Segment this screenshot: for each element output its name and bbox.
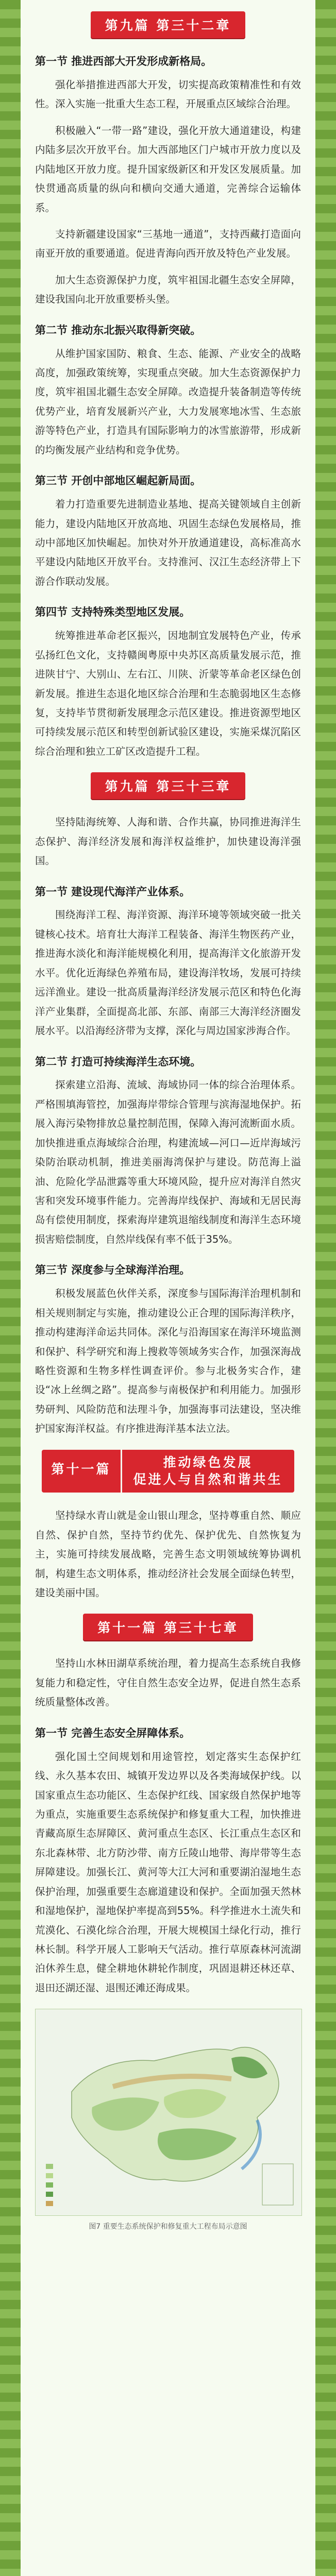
paragraph: 支持新疆建设国家“三基地一通道”，支持西藏打造面向南亚开放的重要通道。促进青海向西开放及特色产业发展。 [35, 228, 301, 260]
china-map-illustration [36, 2009, 301, 2215]
section [35, 1260, 301, 1438]
section-heading: 第三节 深度参与全球海洋治理。 [35, 1264, 191, 1277]
south-sea-inset [262, 2164, 293, 2205]
section [35, 882, 301, 1041]
chapter-header [35, 772, 301, 799]
left-decor-strip [0, 0, 21, 2576]
paragraph: 探索建立沿海、流域、海域协同一体的综合治理体系。严格围填海管控，加强海岸带综合管理与滨海湿地保护。拓展入海污染物排放总量控制范围，保障入海河流断面水质。加快推进重点海域综合治理，构建流域—河口—近岸海域污染防治联动机制，推进美丽海湾保护与建设。防范海上溢油、危险化学品泄露等重大环境风险，提升应对海洋自然灾害和突发环境事件能力。完善海岸线保护、海域和无居民海岛有偿使用制度，探索海岸建筑退缩线制度和海洋生态环境损害赔偿制度，自然岸线保有率不低于35%。 [35, 1079, 301, 1245]
section-heading: 第二节 推动东北振兴取得新突破。 [35, 324, 201, 336]
paragraph: 从维护国家国防、粮食、生态、能源、产业安全的战略高度，加强政策统筹，实现重点突破。加大生态资源保护力度，筑牢祖国北疆生态安全屏障。改造提升装备制造等传统优势产业，培育发展新兴产业，大力发展寒地冰雪、生态旅游等特色产业，打造具有国际影响力的冰雪旅游带，形成新的均衡发展产业结构和竞争优势。 [35, 347, 301, 456]
content-sheet [21, 0, 315, 2576]
section [35, 52, 301, 309]
section-heading: 第一节 完善生态安全屏障体系。 [35, 1726, 191, 1739]
legend-swatch [46, 2201, 53, 2206]
section-heading: 第四节 支持特殊类型地区发展。 [35, 606, 191, 619]
paragraph: 强化举措推进西部大开发，切实提高政策精准性和有效性。深入实施一批重大生态工程，开展重点区域综合治理。 [35, 78, 301, 110]
paragraph: 坚持山水林田湖草系统治理，着力提高生态系统自我修复能力和稳定性，守住自然生态安全边界，促进自然生态系统质量整体改善。 [35, 1657, 301, 1708]
paragraph: 加大生态资源保护力度，筑牢祖国北疆生态安全屏障，建设我国向北开放重要桥头堡。 [35, 274, 301, 306]
paragraph: 积极融入“一带一路”建设，强化开放大通道建设，构建内陆多层次开放平台。加大西部地区门户城市开放力度以及内陆地区开放力度。提升国家级新区和开发区发展质量。加快贯通高质量的纵向和横向交通大通道，完善综合运输体系。 [35, 124, 301, 214]
section-heading: 第二节 打造可持续海洋生态环境。 [35, 1055, 201, 1068]
paragraph: 坚持绿水青山就是金山银山理念，坚持尊重自然、顺应自然、保护自然，坚持节约优先、保护优先、自然恢复为主，实施可持续发展战略，完善生态文明领域统筹协调机制，构建生态文明体系，推动经济社会发展全面绿色转型，建设美丽中国。 [35, 1510, 301, 1599]
chapter-title-line: 促进人与自然和谐共生 [133, 1472, 283, 1487]
section-heading: 第一节 推进西部大开发形成新格局。 [35, 55, 212, 67]
chapter-label: 第九篇 第三十三章 [91, 772, 246, 799]
chapter-number: 第十一篇 [42, 1450, 120, 1493]
paragraph: 统筹推进革命老区振兴，因地制宜发展特色产业，传承弘扬红色文化，支持赣闽粤原中央苏区高质量发展示范，推进陕甘宁、大别山、左右江、川陕、沂蒙等革命老区绿色创新发展。推进生态退化地区综合治理和生态脆弱地区生态修复，支持毕节贯彻新发展理念示范区建设。推进资源型地区可持续发展示范区和转型创新试验区建设，实施采煤沉陷区综合治理和独立工矿区改造提升工程。 [35, 630, 301, 757]
section [35, 1723, 301, 1998]
chapter-title-line: 推动绿色发展 [163, 1454, 253, 1470]
legend-swatch [46, 2173, 53, 2178]
ecological-map-figure [35, 2009, 302, 2216]
paragraph: 着力打造重要先进制造业基地、提高关键领域自主创新能力，建设内陆地区开放高地、巩固生态绿色发展格局，推动中部地区加快崛起。加快对外开放通道建设，高标准高水平建设内陆地区开放平台。支持淮河、汉江生态经济带上下游合作联动发展。 [35, 498, 301, 587]
paragraph: 围绕海洋工程、海洋资源、海洋环境等领域突破一批关键核心技术。培育壮大海洋工程装备、海洋生物医药产业，推进海水淡化和海洋能规模化利用，提高海洋文化旅游开发水平。优化近海绿色养殖布局，建设海洋牧场，发展可持续远洋渔业。建设一批高质量海洋经济发展示范区和特色化海洋产业集群，全面提高北部、东部、南部三大海洋经济圈发展水平。以沿海经济带为支撑，深化与周边国家涉海合作。 [35, 909, 301, 1037]
section-heading: 第三节 开创中部地区崛起新局面。 [35, 474, 201, 487]
section [35, 1506, 301, 1602]
chapter-label [35, 1450, 301, 1493]
chapter-label: 第十一篇 第三十七章 [83, 1614, 253, 1640]
legend-swatch [46, 2192, 53, 2197]
paragraph: 积极发展蓝色伙伴关系，深度参与国际海洋治理机制和相关规则制定与实施，推动建设公正合理的国际海洋秩序，推动构建海洋命运共同体。深化与沿海国家在海洋环境监测和保护、科学研究和海上搜救等领域务实合作，加强深海战略性资源和生物多样性调查评价。参与北极务实合作，建设“冰上丝绸之路”。提高参与南极保护和利用能力。加强形势研判、风险防范和法理斗争，加强海事司法建设，坚决维护国家海洋权益。有序推进海洋基本法立法。 [35, 1287, 301, 1435]
section [35, 812, 301, 870]
section [35, 1052, 301, 1249]
section [35, 1654, 301, 1711]
chapter-header [35, 1450, 301, 1493]
paragraph: 强化国土空间规划和用途管控，划定落实生态保护红线、永久基本农田、城镇开发边界以及各类海域保护线。以国家重点生态功能区、生态保护红线、国家级自然保护地等为重点，实施重要生态系统保护和修复重大工程，加快推进青藏高原生态屏障区、黄河重点生态区、长江重点生态区和东北森林带、北方防沙带、南方丘陵山地带、海岸带等生态屏障建设。加强长江、黄河等大江大河和重要湖泊湿地生态保护治理，加强重要生态廊道建设和保护。全面加强天然林和湿地保护，湿地保护率提高到55%。科学推进水土流失和荒漠化、石漠化综合治理，开展大规模国土绿化行动，推行林长制。科学开展人工影响天气活动。推行草原森林河流湖泊休养生息，健全耕地休耕轮作制度，巩固退耕还林还草、退田还湖还湿、退围还滩还海成果。 [35, 1750, 301, 1994]
chapter-header [35, 1614, 301, 1640]
right-decor-strip [315, 0, 336, 2576]
section [35, 602, 301, 761]
chapter-title [121, 1450, 294, 1493]
section-heading: 第一节 建设现代海洋产业体系。 [35, 885, 191, 898]
figure-caption: 图7 重要生态系统保护和修复重大工程布局示意图 [89, 2223, 247, 2231]
chapter-label: 第九篇 第三十二章 [91, 11, 246, 38]
chapter-header [35, 11, 301, 38]
legend-swatch [46, 2182, 53, 2188]
section [35, 471, 301, 591]
paragraph: 坚持陆海统筹、人海和谐、合作共赢，协同推进海洋生态保护、海洋经济发展和海洋权益维护，加快建设海洋强国。 [35, 816, 301, 867]
legend-swatch [46, 2164, 53, 2169]
section [35, 320, 301, 460]
